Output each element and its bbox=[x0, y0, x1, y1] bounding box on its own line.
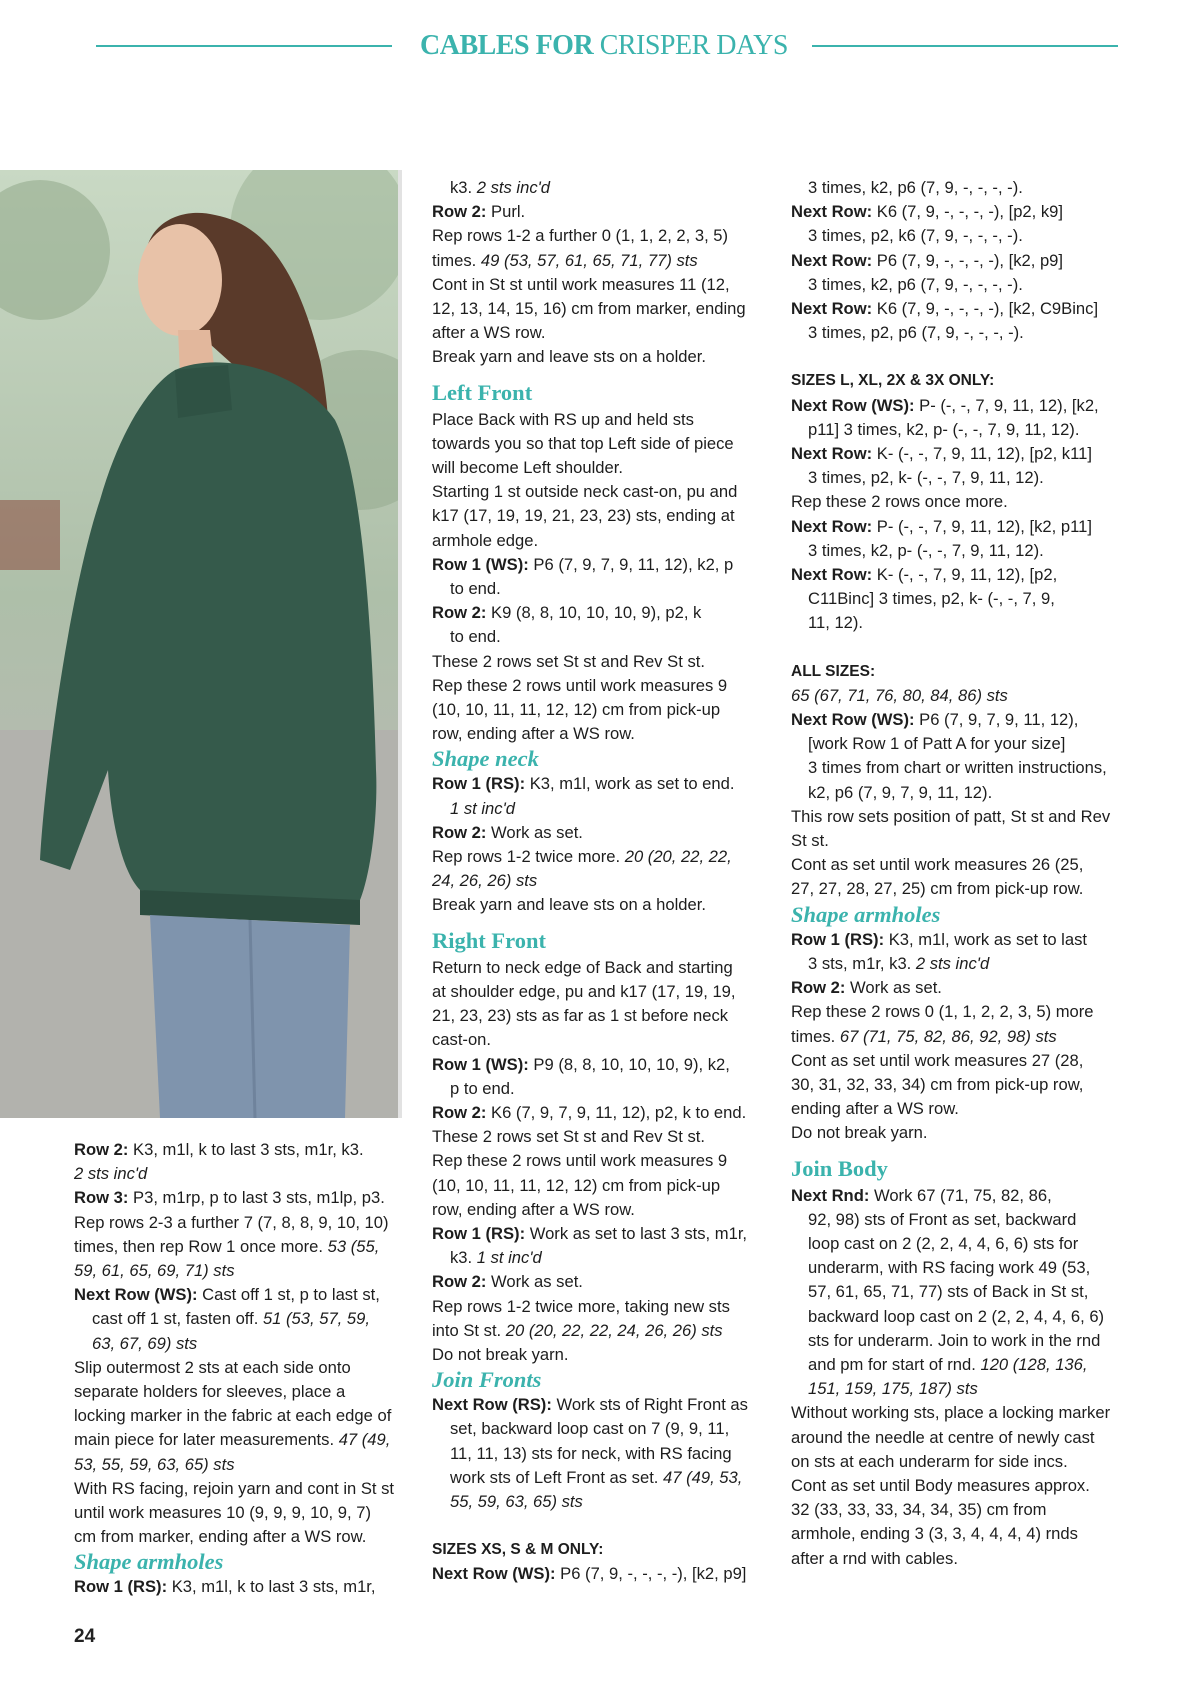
text-line: Rep rows 1-2 a further 0 (1, 1, 2, 2, 3, 5) bbox=[432, 226, 729, 246]
text-line: 53, 55, 59, 63, 65) sts bbox=[74, 1454, 235, 1474]
text-line: 2 sts inc'd bbox=[74, 1164, 148, 1184]
header-rule-right bbox=[812, 45, 1118, 47]
text-line: Slip outermost 2 sts at each side onto bbox=[74, 1357, 351, 1377]
text-line: 55, 59, 63, 65) sts bbox=[450, 1491, 583, 1511]
text-line: Next Row: P6 (7, 9, -, -, -, -), [k2, p9] bbox=[791, 250, 1064, 270]
size-note: SIZES XS, S & M ONLY: bbox=[432, 1541, 604, 1559]
text-line: work sts of Left Front as set. 47 (49, 53, bbox=[450, 1467, 743, 1487]
text-line: Do not break yarn. bbox=[791, 1123, 928, 1143]
text-line: 92, 98) sts of Front as set, backward bbox=[808, 1209, 1077, 1229]
text-line: Next Row (WS): Cast off 1 st, p to last st, bbox=[74, 1285, 380, 1305]
text-line: p11] 3 times, k2, p- (-, -, 7, 9, 11, 12). bbox=[808, 419, 1080, 439]
text-line: Next Row (WS): P- (-, -, 7, 9, 11, 12), [k2, bbox=[791, 395, 1099, 415]
subheading-shape-armholes: Shape armholes bbox=[791, 901, 941, 927]
heading-left-front: Left Front bbox=[432, 379, 533, 405]
text-line: 3 times, p2, k6 (7, 9, -, -, -, -). bbox=[808, 226, 1023, 246]
text-line: St st. bbox=[791, 831, 829, 851]
text-line: Rep these 2 rows until work measures 9 bbox=[432, 1151, 728, 1171]
text-line: 3 times, k2, p6 (7, 9, -, -, -, -). bbox=[808, 178, 1023, 197]
header-rule-left bbox=[96, 45, 392, 47]
text-line: ending after a WS row. bbox=[791, 1099, 959, 1119]
text-line: cast-on. bbox=[432, 1030, 492, 1050]
text-line: (10, 10, 11, 11, 12, 12) cm from pick-up bbox=[432, 1175, 721, 1195]
text-line: (10, 10, 11, 11, 12, 12) cm from pick-up bbox=[432, 700, 721, 720]
subheading-shape-neck: Shape neck bbox=[432, 746, 539, 772]
text-line: armhole edge. bbox=[432, 530, 539, 550]
text-line: cast off 1 st, fasten off. 51 (53, 57, 59, bbox=[92, 1309, 370, 1329]
text-line: k17 (17, 19, 19, 21, 23, 23) sts, ending at bbox=[432, 506, 735, 526]
text-line: Rep these 2 rows until work measures 9 bbox=[432, 675, 728, 695]
text-line: 1 st inc'd bbox=[450, 798, 515, 818]
text-line: after a WS row. bbox=[432, 323, 546, 343]
text-line: Rep rows 1-2 twice more. 20 (20, 22, 22, bbox=[432, 847, 732, 867]
text-line: row, ending after a WS row. bbox=[432, 724, 635, 744]
text-line: These 2 rows set St st and Rev St st. bbox=[432, 651, 705, 671]
heading-right-front: Right Front bbox=[432, 927, 546, 953]
text-line: Next Row (WS): P6 (7, 9, 7, 9, 11, 12), bbox=[791, 710, 1079, 730]
text-line: Rep these 2 rows 0 (1, 1, 2, 2, 3, 5) more bbox=[791, 1002, 1094, 1022]
text-line: Row 1 (RS): K3, m1l, k to last 3 sts, m1r, bbox=[74, 1577, 376, 1597]
text-line: 65 (67, 71, 76, 80, 84, 86) sts bbox=[791, 685, 1008, 705]
text-line: p to end. bbox=[450, 1078, 515, 1098]
text-line: loop cast on 2 (2, 2, 4, 4, 6, 6) sts for bbox=[808, 1233, 1079, 1253]
text-line: Next Row: P- (-, -, 7, 9, 11, 12), [k2, p11] bbox=[791, 516, 1092, 536]
text-line: Row 1 (RS): K3, m1l, work as set to end. bbox=[432, 774, 735, 794]
text-line: Return to neck edge of Back and starting bbox=[432, 957, 733, 977]
text-line: Row 1 (RS): K3, m1l, work as set to last bbox=[791, 929, 1087, 949]
text-line: main piece for later measurements. 47 (49, bbox=[74, 1430, 391, 1450]
text-line: Next Rnd: Work 67 (71, 75, 82, 86, bbox=[791, 1185, 1052, 1205]
text-line: Next Row (RS): Work sts of Right Front as bbox=[432, 1395, 748, 1415]
text-line: will become Left shoulder. bbox=[432, 458, 623, 478]
text-line: to end. bbox=[450, 627, 501, 647]
text-line: 24, 26, 26) sts bbox=[432, 871, 538, 891]
page-number: 24 bbox=[74, 1626, 96, 1647]
text-line: times. 67 (71, 75, 82, 86, 92, 98) sts bbox=[791, 1026, 1057, 1046]
text-line: Row 2: Work as set. bbox=[432, 822, 583, 842]
text-line: Rep rows 2-3 a further 7 (7, 8, 8, 9, 10, 10) bbox=[74, 1212, 389, 1232]
text-line: Cont as set until work measures 27 (28, bbox=[791, 1050, 1084, 1070]
text-line: locking marker in the fabric at each edge of bbox=[74, 1406, 392, 1426]
sweater-photo bbox=[0, 170, 402, 1118]
text-line: at shoulder edge, pu and k17 (17, 19, 19, bbox=[432, 981, 736, 1001]
text-line: Cont as set until Body measures approx. bbox=[791, 1475, 1090, 1495]
text-line: Next Row: K6 (7, 9, -, -, -, -), [k2, C9Binc] bbox=[791, 299, 1099, 319]
text-line: C11Binc] 3 times, p2, k- (-, -, 7, 9, bbox=[808, 589, 1055, 609]
text-line: Row 1 (WS): P6 (7, 9, 7, 9, 11, 12), k2, p bbox=[432, 554, 734, 574]
text-line: armhole, ending 3 (3, 3, 4, 4, 4, 4) rnds bbox=[791, 1524, 1078, 1544]
text-line: to end. bbox=[450, 579, 501, 599]
text-line: Next Row: K- (-, -, 7, 9, 11, 12), [p2, bbox=[791, 565, 1058, 585]
text-line: These 2 rows set St st and Rev St st. bbox=[432, 1127, 705, 1147]
size-note: ALL SIZES: bbox=[791, 662, 876, 680]
text-line: and pm for start of rnd. 120 (128, 136, bbox=[808, 1354, 1088, 1374]
text-line: into St st. 20 (20, 22, 22, 24, 26, 26) sts bbox=[432, 1320, 723, 1340]
text-line: 32 (33, 33, 33, 34, 34, 35) cm from bbox=[791, 1500, 1047, 1520]
text-line: k3. 2 sts inc'd bbox=[450, 178, 551, 197]
text-line: Row 2: K6 (7, 9, 7, 9, 11, 12), p2, k to end. bbox=[432, 1102, 747, 1122]
page-header bbox=[96, 30, 1118, 66]
text-line: 11, 12). bbox=[808, 613, 864, 633]
text-line: underarm, with RS facing work 49 (53, bbox=[808, 1258, 1091, 1278]
text-line: times. 49 (53, 57, 61, 65, 71, 77) sts bbox=[432, 250, 698, 270]
text-line: Row 1 (WS): P9 (8, 8, 10, 10, 10, 9), k2, bbox=[432, 1054, 730, 1074]
text-line: Row 2: K9 (8, 8, 10, 10, 10, 9), p2, k bbox=[432, 603, 702, 623]
text-line: Rep rows 1-2 twice more, taking new sts bbox=[432, 1296, 730, 1316]
text-line: Row 2: Purl. bbox=[432, 202, 526, 222]
text-line: 11, 11, 13) sts for neck, with RS facing bbox=[450, 1443, 732, 1463]
subheading-join-fronts: Join Fronts bbox=[432, 1367, 542, 1393]
text-line: Cont in St st until work measures 11 (12, bbox=[432, 274, 730, 294]
text-line: With RS facing, rejoin yarn and cont in St st bbox=[74, 1478, 395, 1498]
size-note: SIZES L, XL, 2X & 3X ONLY: bbox=[791, 372, 995, 390]
text-line: separate holders for sleeves, place a bbox=[74, 1382, 346, 1402]
text-line: until work measures 10 (9, 9, 9, 10, 9, 7) bbox=[74, 1503, 371, 1523]
text-line: 3 times, k2, p6 (7, 9, -, -, -, -). bbox=[808, 274, 1023, 294]
text-line: Break yarn and leave sts on a holder. bbox=[432, 895, 706, 915]
text-line: cm from marker, ending after a WS row. bbox=[74, 1527, 367, 1547]
text-line: 30, 31, 32, 33, 34) cm from pick-up row, bbox=[791, 1074, 1084, 1094]
text-line: Starting 1 st outside neck cast-on, pu and bbox=[432, 482, 738, 502]
text-line: 59, 61, 65, 69, 71) sts bbox=[74, 1261, 235, 1281]
text-line: Row 1 (RS): Work as set to last 3 sts, m1r, bbox=[432, 1223, 748, 1243]
text-line: 57, 61, 65, 71, 77) sts of Back in St st, bbox=[808, 1282, 1089, 1302]
text-line: on sts at each underarm for side incs. bbox=[791, 1451, 1068, 1471]
text-line: [work Row 1 of Patt A for your size] bbox=[808, 734, 1066, 754]
column-2 bbox=[432, 176, 772, 1587]
text-line: around the needle at centre of newly cast bbox=[791, 1427, 1095, 1447]
text-line: Row 2: K3, m1l, k to last 3 sts, m1r, k3. bbox=[74, 1140, 364, 1159]
text-line: 63, 67, 69) sts bbox=[92, 1333, 198, 1353]
text-line: Cont as set until work measures 26 (25, bbox=[791, 855, 1084, 875]
text-line: 3 times, p2, p6 (7, 9, -, -, -, -). bbox=[808, 323, 1024, 343]
text-line: Break yarn and leave sts on a holder. bbox=[432, 347, 706, 367]
text-line: 27, 27, 28, 27, 25) cm from pick-up row. bbox=[791, 879, 1084, 899]
subheading-shape-armholes: Shape armholes bbox=[74, 1549, 224, 1575]
text-line: Next Row (WS): P6 (7, 9, -, -, -, -), [k2, p9] bbox=[432, 1564, 747, 1584]
text-line: Do not break yarn. bbox=[432, 1344, 569, 1364]
text-line: 3 sts, m1r, k3. 2 sts inc'd bbox=[808, 953, 990, 973]
column-3 bbox=[791, 176, 1135, 1571]
text-line: Without working sts, place a locking marker bbox=[791, 1403, 1111, 1423]
text-line: 3 times, p2, k- (-, -, 7, 9, 11, 12). bbox=[808, 468, 1044, 488]
text-line: row, ending after a WS row. bbox=[432, 1199, 635, 1219]
text-line: Row 2: Work as set. bbox=[791, 978, 942, 998]
text-line: Row 2: Work as set. bbox=[432, 1272, 583, 1292]
text-line: Next Row: K6 (7, 9, -, -, -, -), [p2, k9] bbox=[791, 202, 1064, 222]
text-line: sts for underarm. Join to work in the rnd bbox=[808, 1330, 1101, 1350]
text-line: 3 times, k2, p- (-, -, 7, 9, 11, 12). bbox=[808, 540, 1044, 560]
text-line: after a rnd with cables. bbox=[791, 1548, 958, 1568]
text-line: Row 3: P3, m1rp, p to last 3 sts, m1lp, p3. bbox=[74, 1188, 385, 1208]
text-line: This row sets position of patt, St st and Rev bbox=[791, 806, 1111, 826]
text-line: towards you so that top Left side of piece bbox=[432, 433, 734, 453]
text-line: Rep these 2 rows once more. bbox=[791, 492, 1008, 512]
text-line: backward loop cast on 2 (2, 2, 4, 4, 6, 6) bbox=[808, 1306, 1105, 1326]
heading-join-body: Join Body bbox=[791, 1155, 888, 1181]
text-line: 21, 23, 23) sts as far as 1 st before neck bbox=[432, 1006, 729, 1026]
text-line: 12, 13, 14, 15, 16) cm from marker, ending bbox=[432, 299, 746, 319]
section-title: CABLES FOR CRISPER DAYS bbox=[420, 30, 788, 61]
text-line: 3 times from chart or written instructions, bbox=[808, 758, 1107, 778]
text-line: Place Back with RS up and held sts bbox=[432, 409, 694, 429]
text-line: times, then rep Row 1 once more. 53 (55, bbox=[74, 1236, 380, 1256]
text-line: k2, p6 (7, 9, 7, 9, 11, 12). bbox=[808, 782, 993, 802]
column-1 bbox=[74, 1138, 414, 1600]
text-line: Next Row: K- (-, -, 7, 9, 11, 12), [p2, k11] bbox=[791, 444, 1092, 464]
text-line: set, backward loop cast on 7 (9, 9, 11, bbox=[450, 1419, 730, 1439]
text-line: 151, 159, 175, 187) sts bbox=[808, 1379, 978, 1399]
text-line: k3. 1 st inc'd bbox=[450, 1248, 542, 1268]
